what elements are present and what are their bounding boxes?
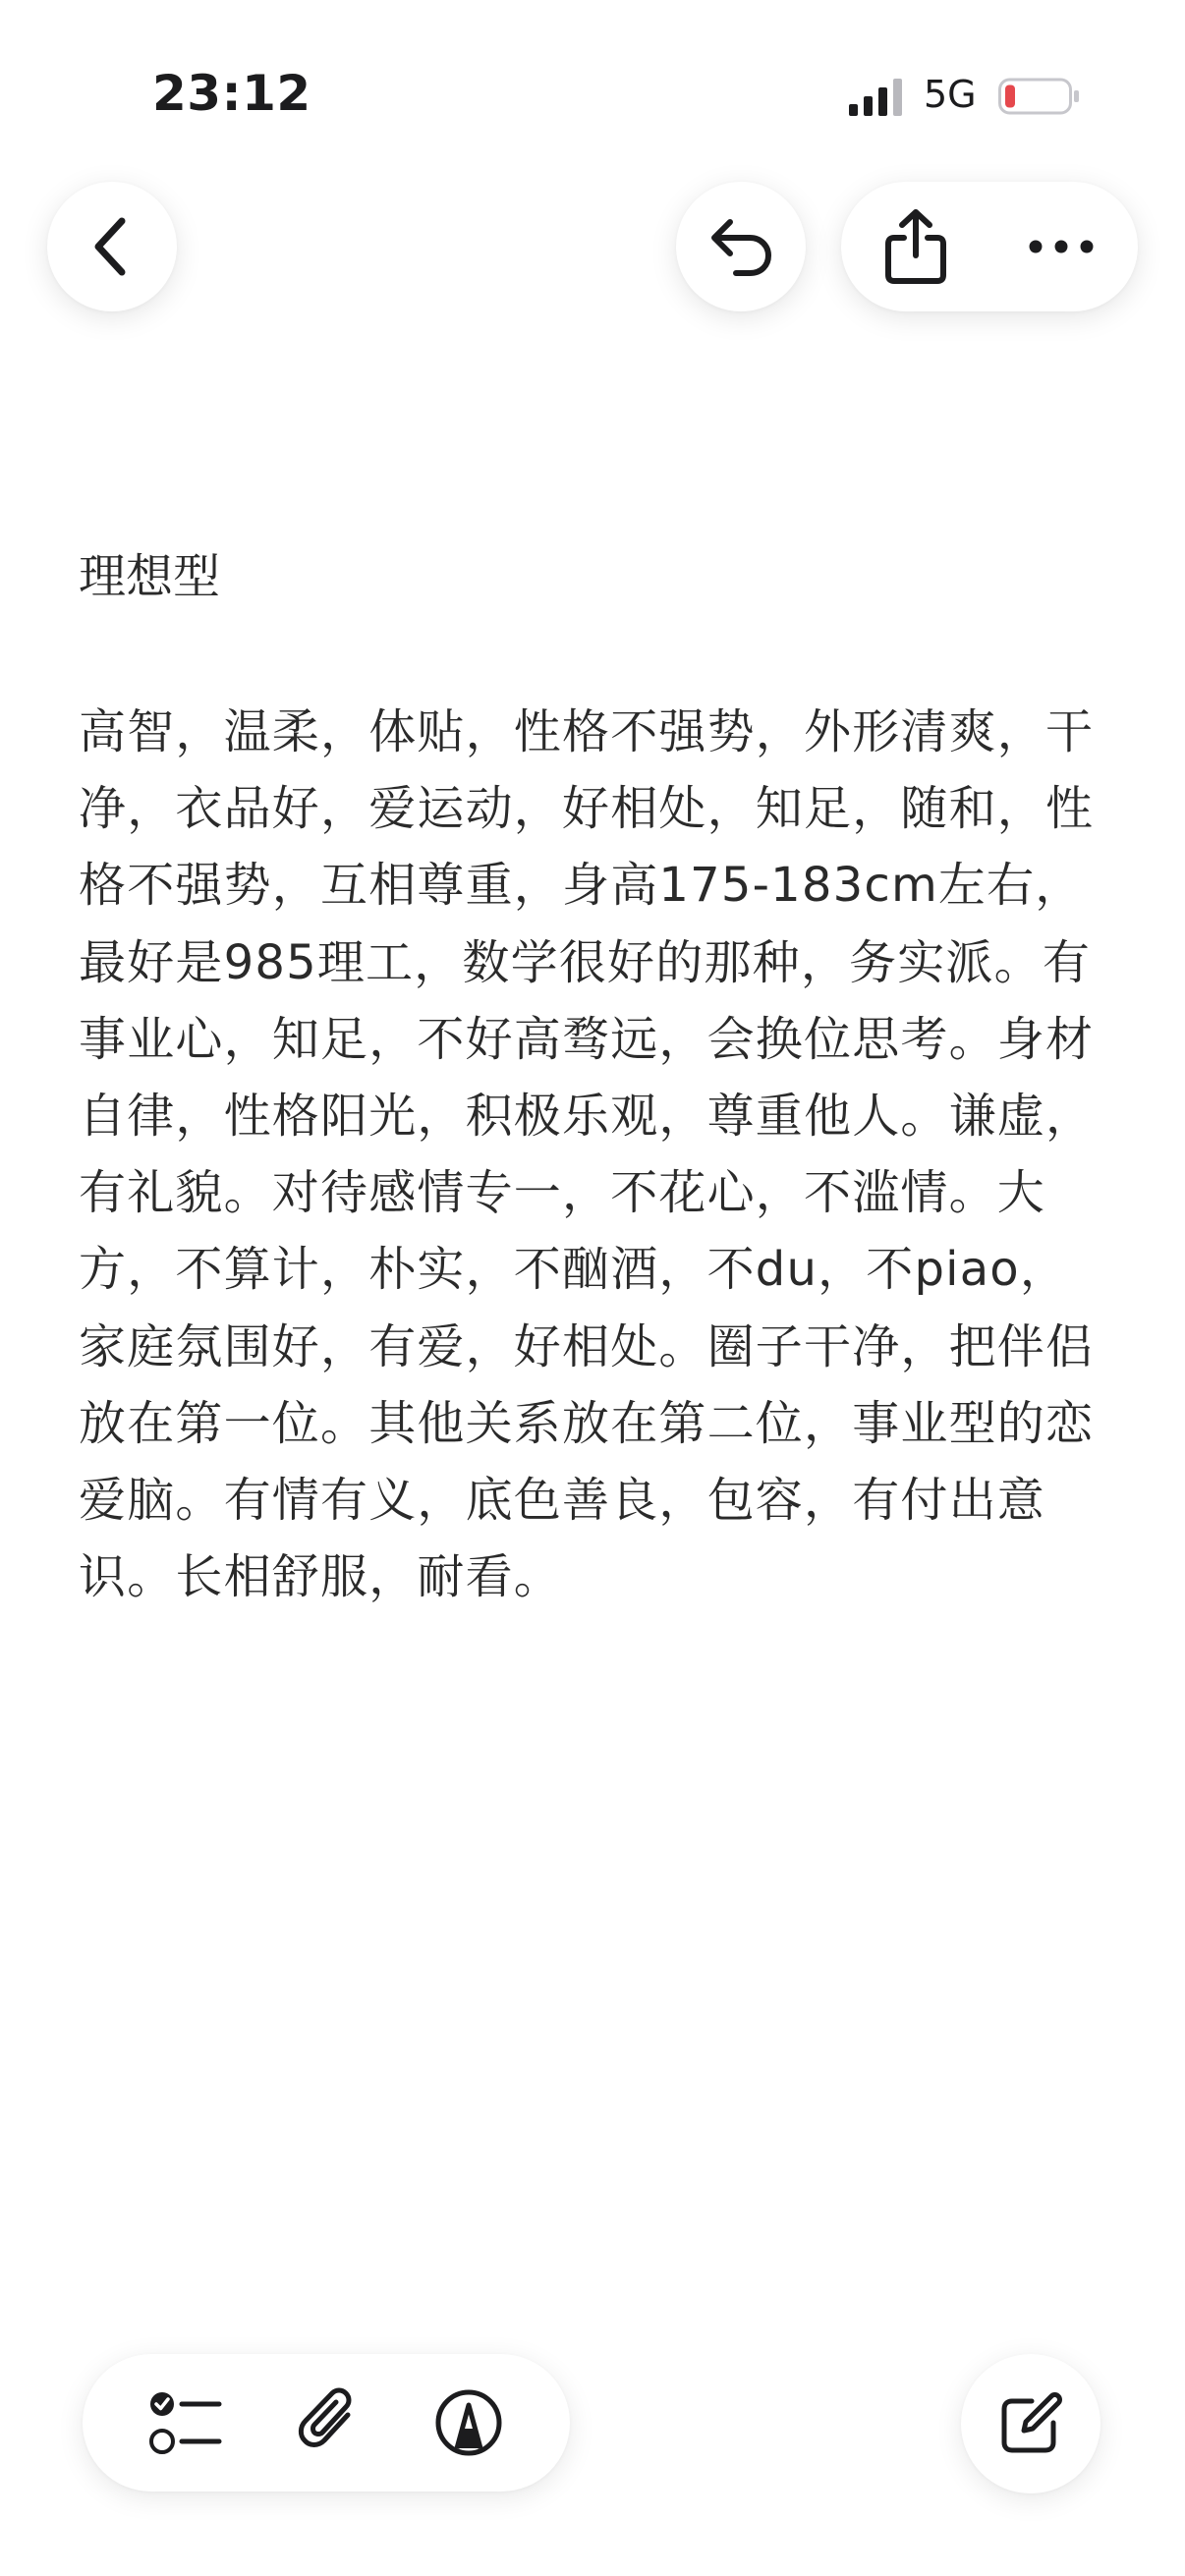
network-type: 5G: [924, 73, 977, 116]
note-title[interactable]: 理想型: [79, 549, 221, 604]
share-more-group: [841, 182, 1138, 311]
markup-pen-icon[interactable]: [433, 2387, 504, 2458]
status-time: 23:12: [152, 65, 311, 122]
back-button[interactable]: [47, 182, 177, 311]
compose-button[interactable]: [961, 2354, 1100, 2493]
more-horizontal-icon[interactable]: [1028, 239, 1095, 254]
undo-icon: [706, 216, 775, 277]
note-body[interactable]: 高智，温柔，体贴，性格不强势，外形清爽，干净，衣品好，爱运动，好相处，知足，随和，性格不强势，互相尊重，身高175-183cm左右，最好是985理工，数学很好的那种，务实派。有事业心，知足，不好高骛远，会换位思考。身材自律，性格阳光，积极乐观，尊重他人。谦虚，有礼貌。对待感情专一，不花心，不滥情。大方，不算计，朴实，不酗酒，不du，不piao，家庭氛围好，有爱，好相处。圈子干净，把伴侣放在第一位。其他关系放在第二位，事业型的恋爱脑。有情有义，底色善良，包容，有付出意识。长相舒服，耐看。: [79, 704, 1095, 1605]
compose-icon: [998, 2391, 1063, 2456]
paperclip-icon[interactable]: [297, 2387, 360, 2458]
status-bar: [0, 0, 1185, 187]
share-icon[interactable]: [884, 208, 947, 285]
battery-low-icon: [998, 77, 1081, 116]
bottom-toolbar: [83, 2354, 570, 2492]
chevron-left-icon: [88, 215, 136, 278]
undo-button[interactable]: [676, 182, 806, 311]
checklist-icon[interactable]: [148, 2388, 223, 2457]
cellular-signal-icon: [847, 79, 906, 116]
note-content[interactable]: [79, 538, 1110, 1615]
